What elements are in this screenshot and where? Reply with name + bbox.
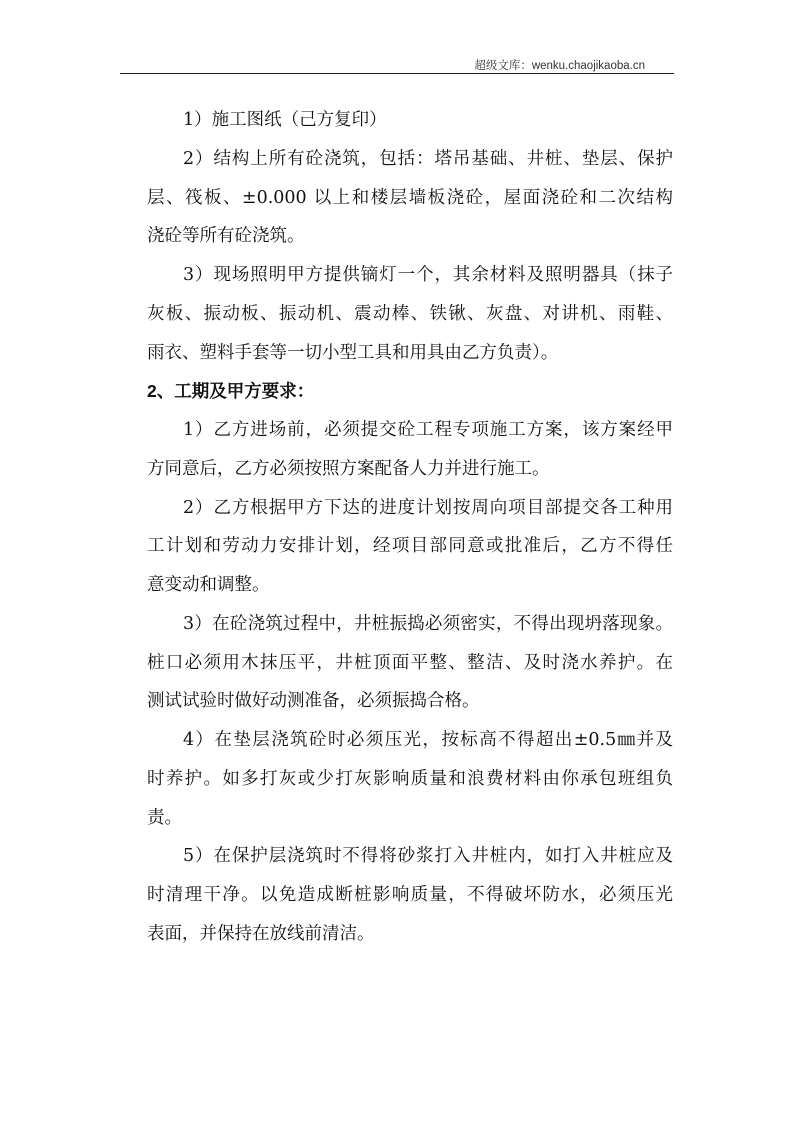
paragraph	[147, 605, 673, 721]
text-line: 1）乙方进场前，必须提交砼工程专项施工方案，该方案经甲	[183, 420, 673, 440]
section-heading	[147, 372, 673, 411]
text-line: 2）结构上所有砼浇筑，包括：塔吊基础、井桩、垫层、保护	[183, 148, 673, 169]
paragraph	[147, 837, 673, 953]
text-line: 层、筏板、±0.000 以上和楼层墙板浇砼，屋面浇砼和二次结构	[147, 187, 673, 208]
text-line: 雨衣、塑料手套等一切小型工具和用具由乙方负责）。	[147, 342, 559, 363]
text-line: 桩口必须用木抹压平，井桩顶面平整、整洁、及时浇水养护。在	[147, 652, 673, 673]
header-rule	[120, 73, 674, 74]
text-line: 工计划和劳动力安排计划，经项目部同意或批准后，乙方不得任	[147, 536, 673, 557]
paragraph	[147, 140, 673, 256]
text-line: 表面，并保持在放线前清洁。	[147, 923, 375, 944]
document-body	[147, 101, 673, 954]
paragraph	[147, 721, 673, 837]
text-line: 浇砼等所有砼浇筑。	[147, 226, 305, 247]
text-line: 时养护。如多打灰或少打灰影响质量和浪费材料由你承包班组负	[147, 768, 673, 789]
text-line: 时清理干净。以免造成断桩影响质量，不得破坏防水，必须压光	[147, 885, 673, 905]
text-line: 2）乙方根据甲方下达的进度计划按周向项目部提交各工种用	[183, 497, 673, 518]
paragraph	[147, 411, 673, 489]
text-line: 责。	[147, 807, 182, 828]
text-line: 5）在保护层浇筑时不得将砂浆打入井桩内，如打入井桩应及	[183, 846, 673, 867]
page-header-source: 超级文库：wenku.chaojikaoba.cn	[474, 60, 645, 72]
text-line: 测试试验时做好动测准备，必须振捣合格。	[147, 691, 480, 712]
text-line: 2、工期及甲方要求：	[147, 381, 315, 402]
text-line: 3）在砼浇筑过程中，井桩振捣必须密实，不得出现坍落现象。	[183, 613, 673, 634]
text-line: 1）施工图纸（己方复印）	[183, 110, 387, 130]
text-line: 意变动和调整。	[147, 575, 270, 595]
text-line: 3）现场照明甲方提供镝灯一个，其余材料及照明器具（抹子	[183, 265, 673, 285]
paragraph	[147, 489, 673, 605]
text-line: 方同意后，乙方必须按照方案配备人力并进行施工。	[147, 458, 550, 479]
text-line: 灰板、振动板、振动机、震动棒、铁锹、灰盘、对讲机、雨鞋、	[147, 303, 673, 324]
text-line: 4）在垫层浇筑砼时必须压光，按标高不得超出±0.5㎜并及	[183, 730, 673, 750]
paragraph	[147, 256, 673, 372]
paragraph	[147, 101, 673, 140]
